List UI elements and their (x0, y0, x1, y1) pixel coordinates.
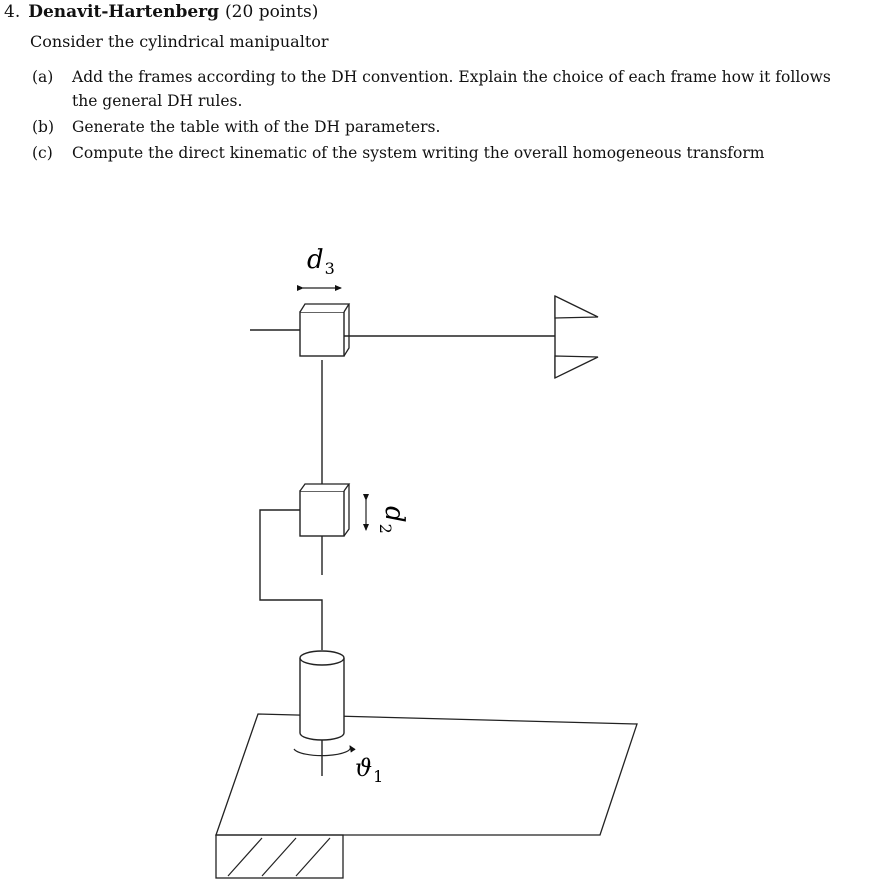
item-a-text: Add the frames according to the DH convention. Explain the choice of each frame how it follows (72, 68, 831, 86)
prismatic-joint-3 (300, 304, 349, 356)
problem-number: 4. (4, 2, 21, 22)
d2-label (376, 506, 409, 534)
ground-block (216, 835, 343, 878)
item-a-continuation: the general DH rules. (72, 92, 243, 110)
problem-intro: Consider the cylindrical manipualtor (30, 32, 329, 51)
problem-points: (20 points) (225, 2, 319, 22)
gripper-end-effector (555, 296, 598, 378)
svg-text:d2: $d_2$ (376, 506, 409, 534)
item-c-label: (c) (32, 144, 53, 162)
revolute-joint-1 (300, 651, 344, 776)
base-plane (216, 714, 637, 835)
item-b-text: Generate the table with of the DH parameters. (72, 118, 441, 136)
prismatic-joint-2 (300, 484, 349, 536)
d3-label: $d_3$ (307, 245, 335, 278)
theta1-label: $ϑ_1$ (355, 754, 384, 786)
item-a-label: (a) (32, 68, 54, 86)
item-b-label: (b) (32, 118, 55, 136)
problem-title: Denavit-Hartenberg (28, 2, 220, 22)
item-c-text: Compute the direct kinematic of the system writing the overall homogeneous transform (72, 144, 765, 162)
